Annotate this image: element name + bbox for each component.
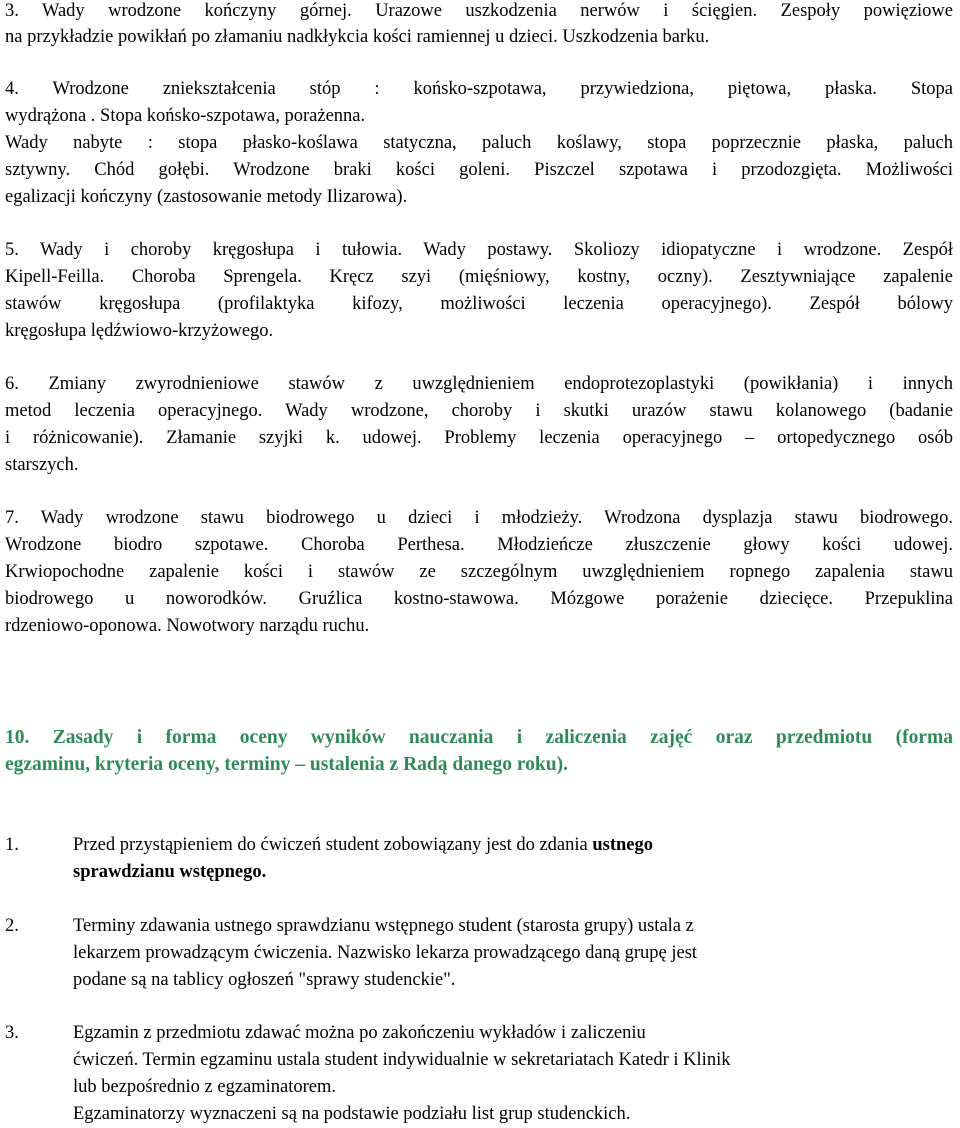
text-line: 3. Wady wrodzone kończyny górnej. Urazowe uszkodzenia nerwów i ścięgien. Zespoły powięziowe: [5, 1, 953, 21]
list-item-text: lub bezpośrednio z egzaminatorem.: [73, 1077, 337, 1097]
list-item-text-part: Przed przystąpieniem do ćwiczeń student zobowiązany jest do zdania: [73, 835, 593, 855]
text-line: wydrążona . Stopa końsko-szpotawa, porażenna.: [5, 106, 366, 126]
list-number: 1.: [5, 835, 19, 855]
text-line: biodrowego u noworodków. Gruźlica kostno-stawowa. Mózgowe porażenie dziecięce. Przepuklina: [5, 589, 953, 609]
text-line: na przykładzie powikłań po złamaniu nadkłykcia kości ramiennej u dzieci. Uszkodzenia barku.: [5, 27, 710, 47]
text-line: Wrodzone biodro szpotawe. Choroba Perthesa. Młodzieńcze złuszczenie głowy kości udowej.: [5, 535, 953, 555]
text-line: Wady nabyte : stopa płasko-koślawa statyczna, paluch koślawy, stopa poprzecznie płaska, paluch: [5, 133, 953, 153]
section-heading: egzaminu, kryteria oceny, terminy – ustalenia z Radą danego roku).: [5, 754, 568, 775]
list-item-text: podane są na tablicy ogłoszeń "sprawy studenckie".: [73, 970, 456, 990]
text-line: sztywny. Chód gołębi. Wrodzone braki kości goleni. Piszczel szpotawa i przodozgięta. Możliwości: [5, 160, 953, 180]
list-item-text: ćwiczeń. Termin egzaminu ustala student indywidualnie w sekretariatach Katedr i Klinik: [73, 1050, 731, 1070]
text-line: kręgosłupa lędźwiowo-krzyżowego.: [5, 321, 274, 341]
text-line: Kipell-Feilla. Choroba Sprengela. Kręcz szyi (mięśniowy, kostny, oczny). Zesztywniające zapalenie: [5, 267, 953, 287]
list-item-text: Terminy zdawania ustnego sprawdzianu wstępnego student (starosta grupy) ustala z: [73, 916, 694, 936]
list-item-bold-text: ustnego: [592, 835, 654, 855]
list-item-bold-text: sprawdzianu wstępnego.: [73, 862, 267, 882]
text-line: egalizacji kończyny (zastosowanie metody Ilizarowa).: [5, 187, 408, 207]
section-heading: 10. Zasady i forma oceny wyników nauczania i zaliczenia zajęć oraz przedmiotu (forma: [5, 727, 953, 748]
text-line: 6. Zmiany zwyrodnieniowe stawów z uwzględnieniem endoprotezoplastyki (powikłania) i innych: [5, 374, 953, 394]
list-item-bold-text: [73, 861, 266, 883]
text-line: Krwiopochodne zapalenie kości i stawów ze szczególnym uwzględnieniem ropnego zapalenia stawu: [5, 562, 953, 582]
text-line: starszych.: [5, 455, 79, 475]
text-line: stawów kręgosłupa (profilaktyka kifozy, możliwości leczenia operacyjnego). Zespół bólowy: [5, 294, 953, 314]
list-item-text: [73, 834, 653, 856]
text-line: 4. Wrodzone zniekształcenia stóp : końsko-szpotawa, przywiedziona, piętowa, płaska. Stopa: [5, 79, 953, 99]
text-line: rdzeniowo-oponowa. Nowotwory narządu ruchu.: [5, 616, 370, 636]
list-item-text: Egzaminatorzy wyznaczeni są na podstawie podziału list grup studenckich.: [73, 1104, 631, 1124]
text-line: 7. Wady wrodzone stawu biodrowego u dzieci i młodzieży. Wrodzona dysplazja stawu biodrowego.: [5, 508, 953, 528]
text-line: 5. Wady i choroby kręgosłupa i tułowia. Wady postawy. Skoliozy idiopatyczne i wrodzone. Zespół: [5, 240, 953, 260]
list-item-text: lekarzem prowadzącym ćwiczenia. Nazwisko lekarza prowadzącego daną grupę jest: [73, 943, 698, 963]
list-item-text: Egzamin z przedmiotu zdawać można po zakończeniu wykładów i zaliczeniu: [73, 1023, 646, 1043]
text-line: i różnicowanie). Złamanie szyjki k. udowej. Problemy leczenia operacyjnego – ortopedycznego osób: [5, 428, 953, 448]
text-line: metod leczenia operacyjnego. Wady wrodzone, choroby i skutki urazów stawu kolanowego (badanie: [5, 401, 953, 421]
list-number: 3.: [5, 1023, 19, 1043]
list-number: 2.: [5, 916, 19, 936]
